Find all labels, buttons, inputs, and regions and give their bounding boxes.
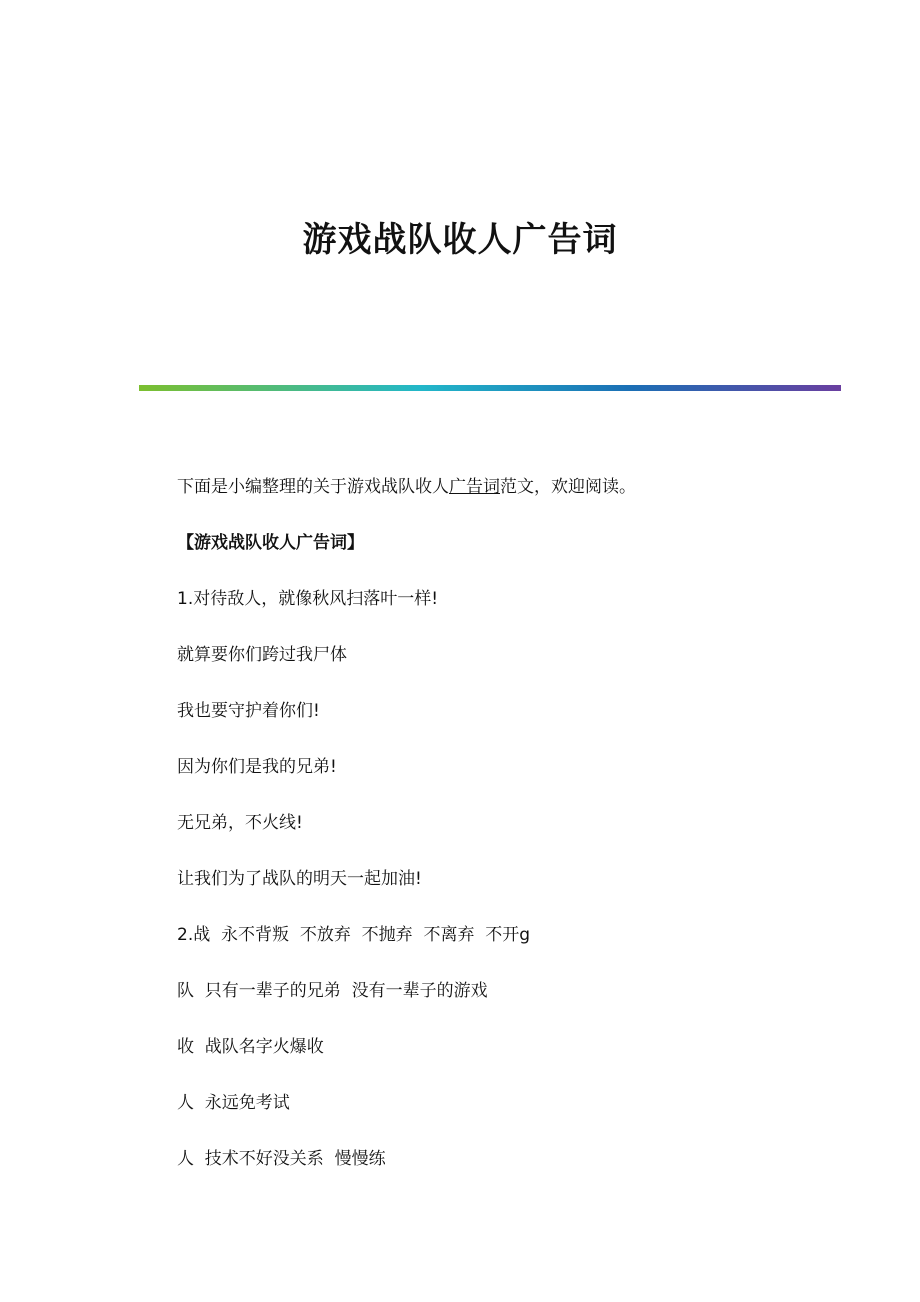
text-line: 2.战 永不背叛 不放弃 不抛弃 不离弃 不开g bbox=[177, 925, 531, 945]
text-line: 因为你们是我的兄弟! bbox=[177, 757, 337, 777]
text-line: 让我们为了战队的明天一起加油! bbox=[177, 869, 422, 889]
text-line: 收 战队名字火爆收 bbox=[177, 1037, 324, 1057]
text-line: 人 永远免考试 bbox=[177, 1093, 290, 1113]
text-line: 无兄弟，不火线! bbox=[177, 813, 303, 833]
section-heading: 【游戏战队收人广告词】 bbox=[177, 533, 364, 553]
intro-text-after: 范文，欢迎阅读。 bbox=[500, 477, 636, 497]
text-line: 人 技术不好没关系 慢慢练 bbox=[177, 1149, 386, 1169]
text-line: 就算要你们跨过我尸体 bbox=[177, 645, 347, 665]
intro-link[interactable]: 广告词 bbox=[449, 477, 500, 497]
text-line: 我也要守护着你们! bbox=[177, 701, 320, 721]
text-line: 队 只有一辈子的兄弟 没有一辈子的游戏 bbox=[177, 981, 488, 1001]
intro-paragraph bbox=[177, 472, 636, 497]
intro-text-before: 下面是小编整理的关于游戏战队收人 bbox=[177, 477, 449, 497]
page-title: 游戏战队收人广告词 bbox=[302, 220, 618, 260]
gradient-divider bbox=[139, 385, 841, 391]
text-line: 1.对待敌人，就像秋风扫落叶一样! bbox=[177, 589, 439, 609]
